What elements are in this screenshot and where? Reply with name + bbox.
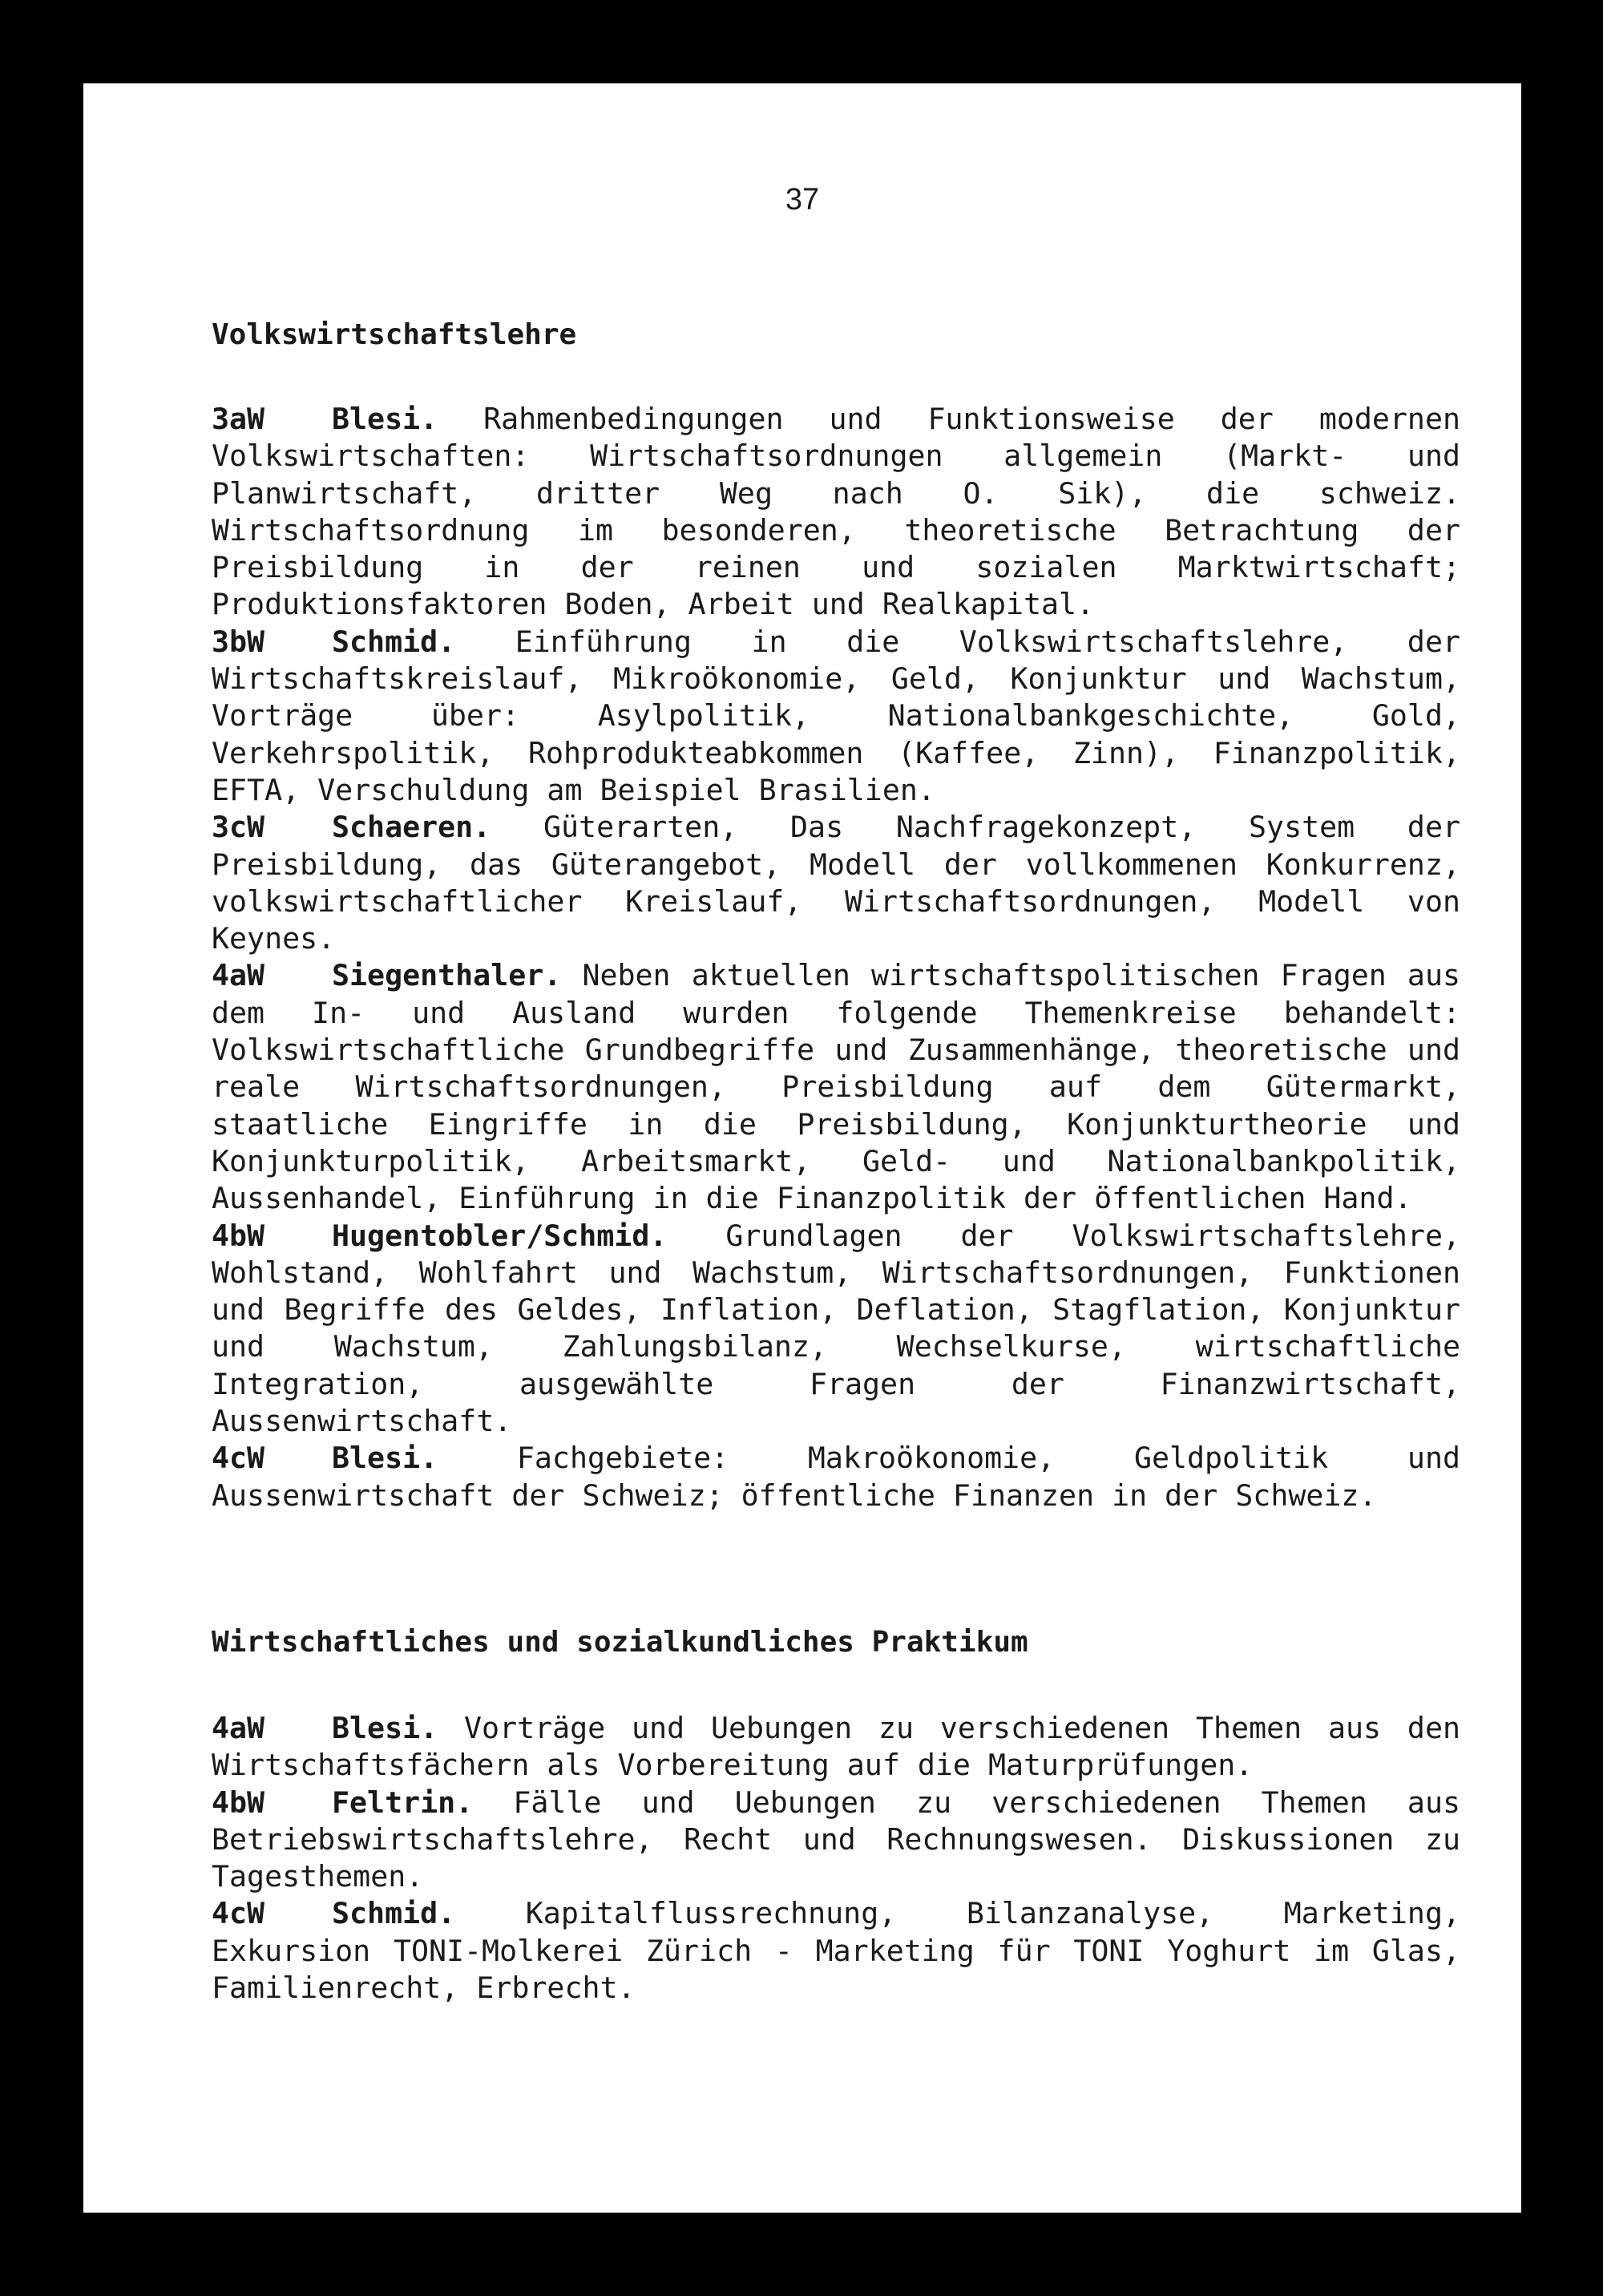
section-body-volkswirtschaftslehre — [212, 401, 1460, 1514]
class-code: 4cW — [212, 1896, 265, 1931]
course-entry — [212, 957, 1460, 1217]
section-body-praktikum — [212, 1710, 1460, 2007]
course-description: Grundlagen der Volkswirtschaftslehre, Wohlstand, Wohlfahrt und Wachstum, Wirtschaftsordnungen, Funktionen und Begriffe des Geldes, Inflation, Deflation, Stagflation, Konjunktur und Wachstum, Zahlungsbilanz, Wechselkurse, wirtschaftliche Integration, ausgewählte Fragen der Finanzwirtschaft, Aussenwirtschaft. — [212, 1218, 1460, 1439]
course-entry — [212, 809, 1460, 957]
course-description: Vorträge und Uebungen zu verschiedenen Themen aus den Wirtschaftsfächern als Vorbereitung auf die Maturprüfungen. — [212, 1711, 1460, 1783]
teacher-name: Blesi. — [332, 1711, 438, 1745]
course-description: Kapitalflussrechnung, Bilanzanalyse, Marketing, Exkursion TONI-Molkerei Zürich - Marketing für TONI Yoghurt im Glas, Familienrecht, Erbrecht. — [212, 1896, 1460, 2006]
course-description: Fälle und Uebungen zu verschiedenen Themen aus Betriebswirtschaftslehre, Recht und Rechnungswesen. Diskussionen zu Tagesthemen. — [212, 1785, 1460, 1894]
course-entry — [212, 1895, 1460, 2007]
class-code: 4aW — [212, 958, 265, 993]
class-code: 3bW — [212, 624, 265, 659]
course-description: Fachgebiete: Makroökonomie, Geldpolitik und Aussenwirtschaft der Schweiz; öffentliche Finanzen in der Schweiz. — [212, 1441, 1460, 1513]
teacher-name: Blesi. — [332, 402, 438, 436]
teacher-name: Blesi. — [332, 1441, 438, 1476]
teacher-name: Siegenthaler. — [332, 958, 562, 993]
course-entry — [212, 1710, 1460, 1785]
teacher-name: Schmid. — [332, 624, 456, 659]
class-code: 4bW — [212, 1785, 265, 1820]
course-description: Güterarten, Das Nachfragekonzept, System der Preisbildung, das Güterangebot, Modell der vollkommenen Konkurrenz, volkswirtschaftlicher Kreislauf, Wirtschaftsordnungen, Modell von Keynes. — [212, 810, 1461, 956]
page-number: 37 — [785, 183, 820, 216]
course-entry — [212, 1440, 1460, 1514]
course-description: Rahmenbedingungen und Funktionsweise der modernen Volkswirtschaften: Wirtschaftsordnungen allgemein (Markt- und Planwirtschaft, dritter Weg nach O. Sik), die schweiz. Wirtschaftsordnung im besonderen, theoretische Betrachtung der Preisbildung in der reinen und sozialen Marktwirtschaft; Produktionsfaktoren Boden, Arbeit und Realkapital. — [212, 402, 1460, 622]
course-entry — [212, 1218, 1460, 1441]
teacher-name: Hugentobler/Schmid. — [332, 1218, 668, 1253]
course-entry — [212, 1785, 1460, 1896]
section-heading-praktikum: Wirtschaftliches und sozialkundliches Praktikum — [212, 1626, 1028, 1659]
class-code: 4bW — [212, 1218, 265, 1253]
class-code: 3aW — [212, 402, 265, 436]
course-entry — [212, 624, 1460, 809]
teacher-name: Schaeren. — [332, 810, 491, 845]
class-code: 4cW — [212, 1441, 265, 1476]
section-heading-volkswirtschaftslehre: Volkswirtschaftslehre — [212, 318, 577, 351]
teacher-name: Schmid. — [332, 1896, 456, 1931]
course-entry — [212, 401, 1460, 624]
document-page — [83, 83, 1521, 2213]
teacher-name: Feltrin. — [332, 1785, 474, 1820]
course-description: Einführung in die Volkswirtschaftslehre, der Wirtschaftskreislauf, Mikroökonomie, Geld, Konjunktur und Wachstum, Vorträge über: Asylpolitik, Nationalbankgeschichte, Gold, Verkehrspolitik, Rohprodukteabkommen (Kaffee, Zinn), Finanzpolitik, EFTA, Verschuldung am Beispiel Brasilien. — [212, 624, 1460, 807]
class-code: 3cW — [212, 810, 265, 845]
class-code: 4aW — [212, 1711, 265, 1745]
course-description: Neben aktuellen wirtschaftspolitischen Fragen aus dem In- und Ausland wurden folgende Themenkreise behandelt: Volkswirtschaftliche Grundbegriffe und Zusammenhänge, theoretische und reale Wirtschaftsordnungen, Preisbildung auf dem Gütermarkt, staatliche Eingriffe in die Preisbildung, Konjunkturtheorie und Konjunkturpolitik, Arbeitsmarkt, Geld- und Nationalbankpolitik, Aussenhandel, Einführung in die Finanzpolitik der öffentlichen Hand. — [212, 958, 1461, 1216]
